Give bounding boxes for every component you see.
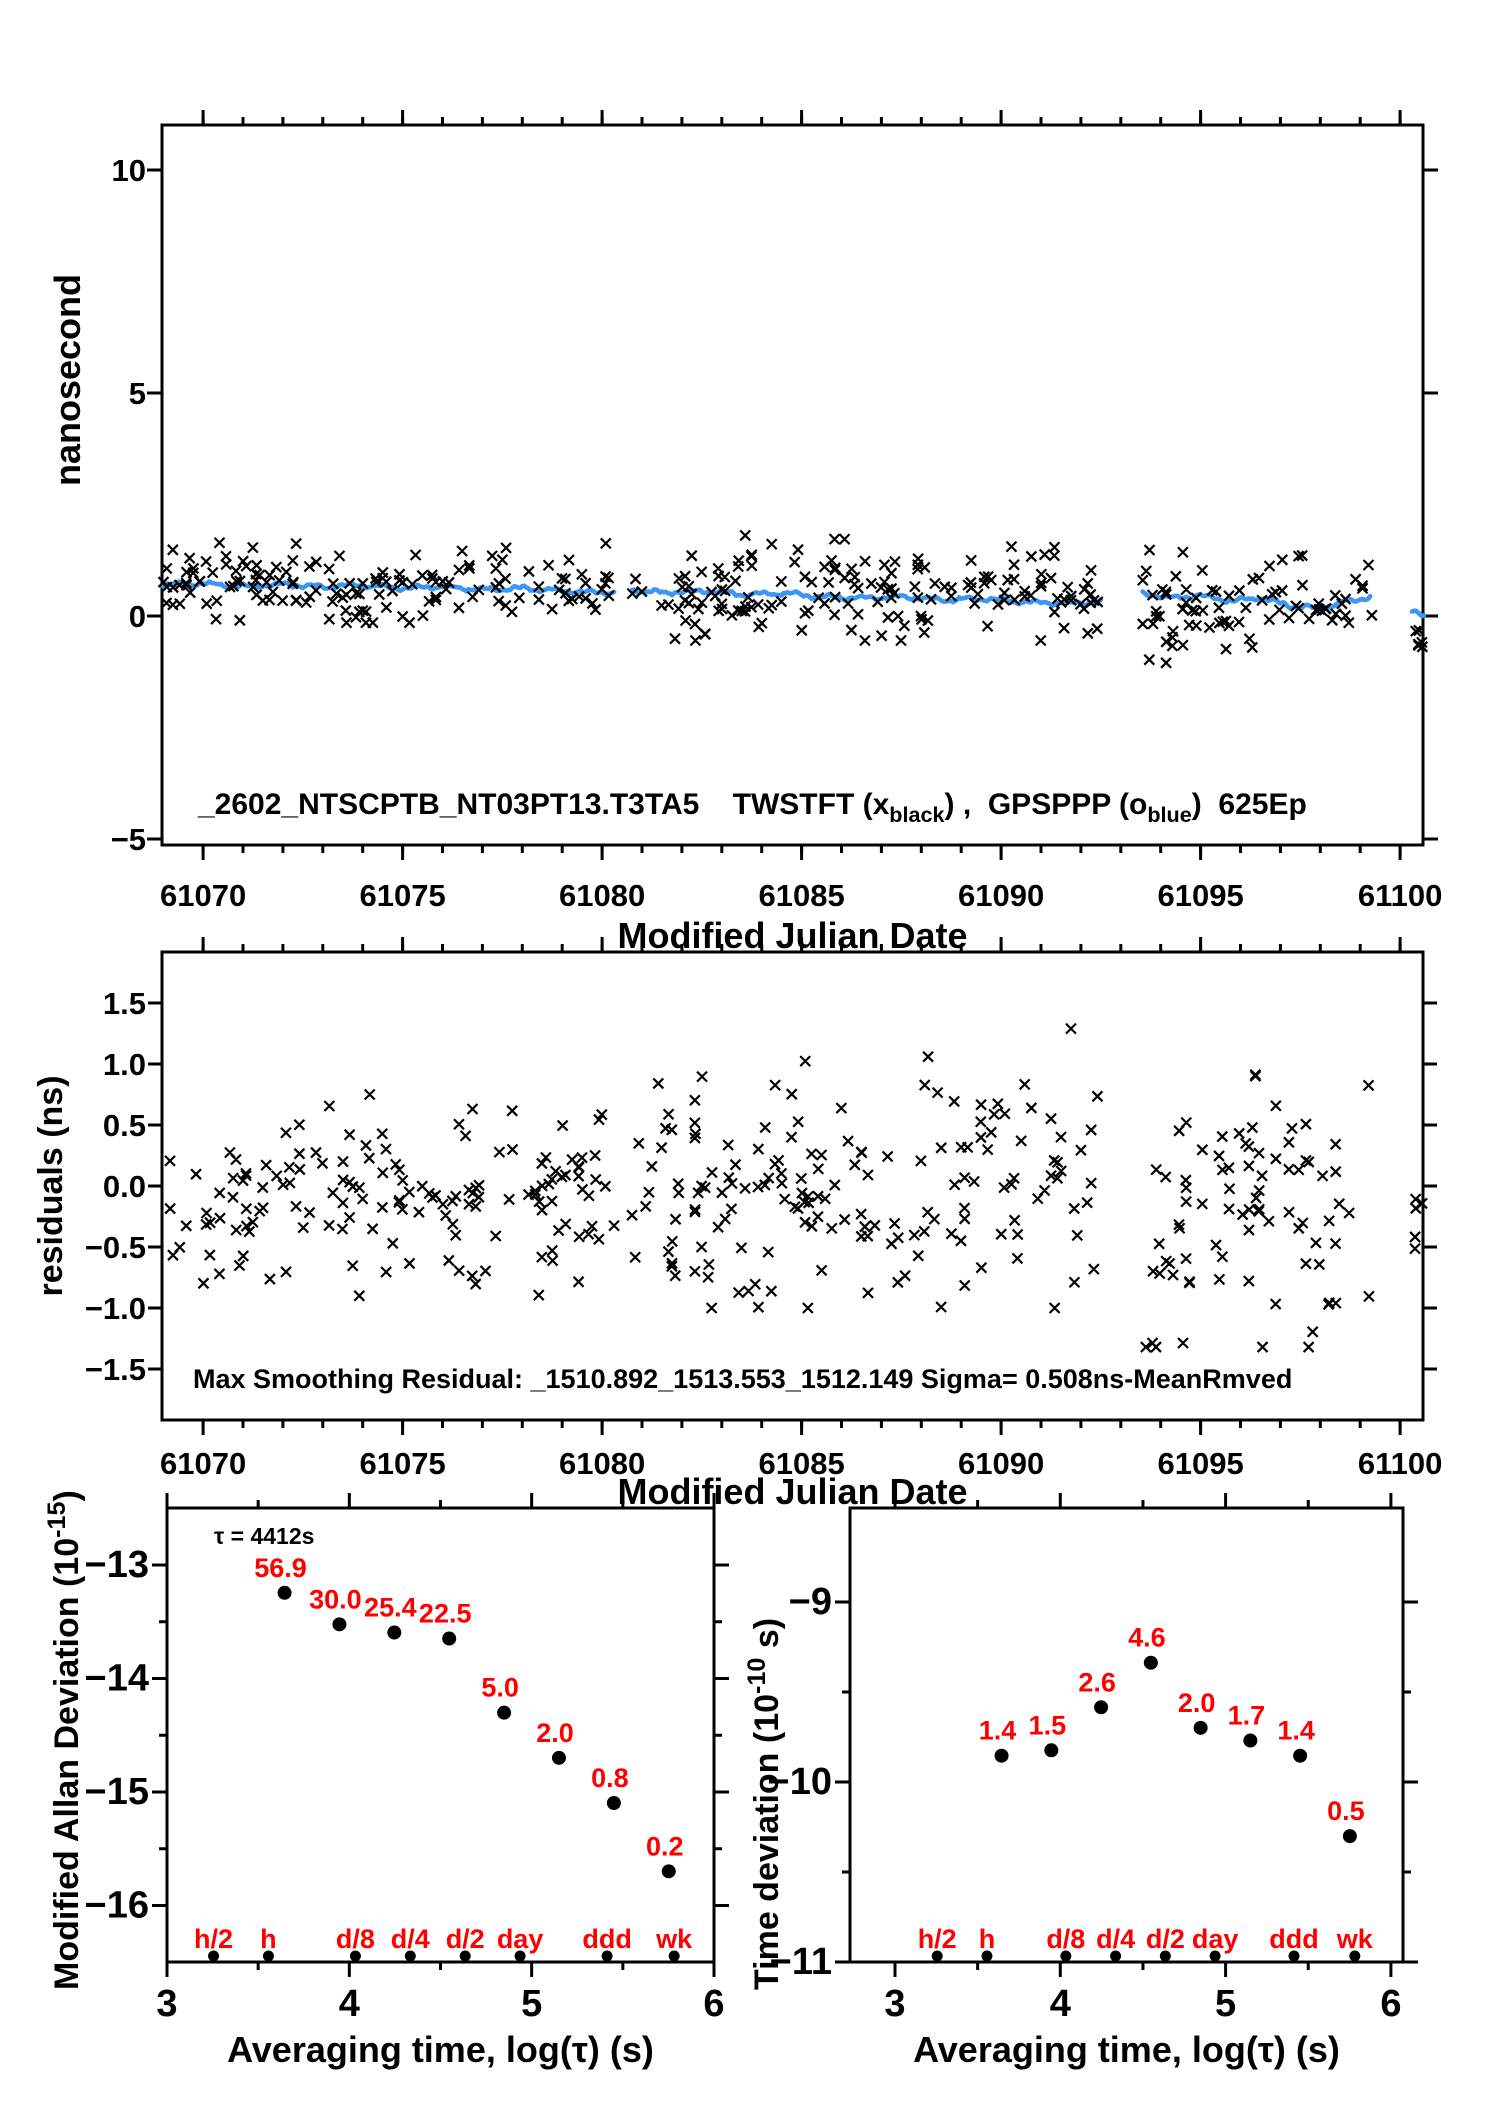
x-axis-label: Modified Julian Date — [617, 915, 968, 956]
value-label: 25.4 — [364, 1592, 417, 1623]
tick-label: 5 — [521, 1983, 543, 2025]
value-label: 0.5 — [1327, 1796, 1365, 1827]
ref-label: d/8 — [1046, 1924, 1086, 1954]
tick-label: 6 — [1380, 1983, 1402, 2025]
ref-label: ddd — [582, 1924, 632, 1954]
x-axis-label: Modified Julian Date — [617, 1471, 968, 1512]
x-tick-labels — [884, 1983, 1401, 2025]
tick-label: 61085 — [758, 878, 845, 913]
value-label: 22.5 — [418, 1598, 472, 1629]
ref-label: d/8 — [335, 1924, 375, 1954]
tick-label: 61080 — [558, 878, 646, 913]
ref-label: d/2 — [445, 1924, 485, 1954]
tick-label: −14 — [84, 1657, 149, 1700]
smoothing-annotation: Max Smoothing Residual: _1510.892_1513.553_1512.149 Sigma= 0.508ns-MeanRmved — [193, 1364, 1293, 1394]
top-panel — [47, 110, 1442, 956]
mdev-panel — [43, 1490, 729, 2070]
x-tick-labels — [156, 1983, 724, 2025]
x-ticks — [203, 110, 1400, 860]
data-point — [442, 1632, 456, 1646]
tick-label: 4 — [338, 1983, 360, 2025]
reference-marks — [167, 1924, 714, 1962]
residual-series — [165, 1024, 1427, 1352]
tick-label: 61095 — [1157, 878, 1244, 913]
x-tick-labels — [160, 878, 1442, 913]
tick-label: −11 — [769, 1941, 832, 1983]
value-label: 1.7 — [1227, 1700, 1266, 1731]
data-point — [1094, 1700, 1108, 1714]
data-point — [607, 1796, 621, 1810]
data-point — [662, 1864, 676, 1878]
ref-label: h — [978, 1924, 996, 1954]
tick-label: 3 — [156, 1983, 178, 2025]
data-point — [332, 1617, 346, 1631]
y-ticks — [835, 1602, 1418, 1962]
data-point — [1343, 1829, 1357, 1843]
tick-label: 61095 — [1157, 1446, 1244, 1481]
value-label: 56.9 — [254, 1552, 307, 1583]
ref-label: h — [260, 1924, 277, 1954]
ref-label: wk — [656, 1924, 693, 1954]
tick-label: 61100 — [1357, 878, 1443, 913]
reference-marks — [850, 1924, 1403, 1962]
panel-title: _2602_NTSCPTB_NT03PT13.T3TA5 TWSTFT $(x_{black})$ , GPSPPP $(o_{blue})$ 625Ep — [198, 788, 1307, 827]
data-point — [1194, 1721, 1208, 1735]
tdev-points — [979, 1623, 1365, 1843]
tick-label: 61070 — [159, 1446, 247, 1481]
tick-label: 0 — [128, 599, 146, 634]
data-point — [552, 1751, 566, 1765]
x-ticks — [203, 937, 1400, 1435]
tick-label: 61075 — [359, 1446, 446, 1481]
tick-label: 61100 — [1357, 1446, 1443, 1481]
mdev-points — [254, 1553, 683, 1879]
tick-label: −1.5 — [84, 1352, 146, 1387]
tick-label: 5 — [128, 376, 146, 411]
data-point — [278, 1586, 292, 1600]
plot-frame — [162, 125, 1423, 845]
tick-label: 3 — [884, 1983, 906, 2025]
ref-label: wk — [1336, 1924, 1373, 1954]
tick-label: 61080 — [558, 1446, 646, 1481]
tick-label: 61085 — [758, 1446, 845, 1481]
tick-label: 61090 — [957, 1446, 1045, 1481]
ref-label: day — [1191, 1924, 1239, 1954]
y-tick-labels — [85, 986, 146, 1387]
y-tick-labels — [85, 1544, 149, 1927]
tick-label: 61075 — [359, 878, 446, 913]
tick-label: −16 — [84, 1884, 149, 1927]
x-axis-label: Averaging time, log(τ) (s) — [913, 2029, 1340, 2070]
y-ticks — [147, 170, 1438, 839]
plot-frame — [850, 1508, 1403, 1962]
tick-label: 10 — [111, 153, 146, 188]
value-label: 2.6 — [1078, 1667, 1116, 1698]
data-point — [497, 1706, 511, 1720]
data-point — [995, 1749, 1009, 1763]
value-label: 1.4 — [1277, 1715, 1315, 1746]
tick-label: 5 — [1215, 1983, 1237, 2025]
ref-label: ddd — [1269, 1924, 1319, 1954]
data-point — [387, 1626, 401, 1640]
plot-frame — [167, 1508, 714, 1962]
tick-label: −5 — [110, 822, 146, 857]
tick-label: −0.5 — [84, 1230, 146, 1265]
data-point — [1243, 1734, 1257, 1748]
value-label: 1.4 — [978, 1715, 1017, 1746]
data-point — [1144, 1656, 1158, 1670]
value-label: 0.2 — [645, 1831, 684, 1862]
x-axis-label: Averaging time, log(τ) (s) — [227, 2029, 654, 2070]
tick-label: 6 — [703, 1983, 725, 2025]
tick-label: 0.0 — [102, 1169, 146, 1204]
value-label: 4.6 — [1128, 1622, 1166, 1653]
value-label: 30.0 — [309, 1584, 362, 1615]
tick-label: −1.0 — [84, 1291, 146, 1326]
tick-label: −13 — [84, 1544, 149, 1586]
tick-label: 1.0 — [102, 1047, 146, 1082]
data-point — [1044, 1743, 1058, 1757]
ref-label: d/4 — [390, 1924, 430, 1954]
y-tick-labels — [111, 153, 146, 857]
tick-label: 1.5 — [102, 986, 146, 1021]
value-label: 2.0 — [1177, 1687, 1216, 1718]
y-axis-label: Time deviation ($10^{-10}$ s) — [743, 1617, 786, 1990]
tick-label: −15 — [84, 1771, 149, 1813]
ref-label: h/2 — [194, 1924, 234, 1954]
tick-label: −9 — [788, 1581, 832, 1623]
tick-label: 61070 — [159, 878, 247, 913]
y-ticks — [148, 1003, 1437, 1369]
ref-label: d/4 — [1096, 1924, 1136, 1954]
y-axis-label: nanosecond — [47, 273, 88, 487]
y-axis-label: Modified Allan Deviation $(10^{-15})$ — [43, 1490, 86, 1990]
value-label: 1.5 — [1028, 1710, 1067, 1741]
x-ticks — [895, 1493, 1391, 1977]
data-point — [1293, 1749, 1307, 1763]
ref-label: d/2 — [1145, 1924, 1185, 1954]
ref-label: day — [496, 1924, 544, 1954]
value-label: 0.8 — [591, 1762, 629, 1793]
tdev-panel — [743, 1493, 1418, 2070]
tick-label: −10 — [767, 1761, 832, 1803]
tick-label: 61090 — [957, 878, 1045, 913]
x-ticks — [167, 1493, 714, 1977]
tick-label: 0.5 — [102, 1108, 146, 1143]
y-axis-label: residuals (ns) — [32, 1075, 70, 1297]
residuals-panel — [32, 937, 1442, 1512]
ref-label: h/2 — [917, 1924, 957, 1954]
tick-label: 4 — [1049, 1983, 1071, 2025]
residual-points-path — [165, 1024, 1427, 1352]
value-label: 5.0 — [481, 1672, 519, 1703]
tau-annotation: τ = 4412s — [214, 1523, 315, 1549]
value-label: 2.0 — [536, 1717, 574, 1748]
